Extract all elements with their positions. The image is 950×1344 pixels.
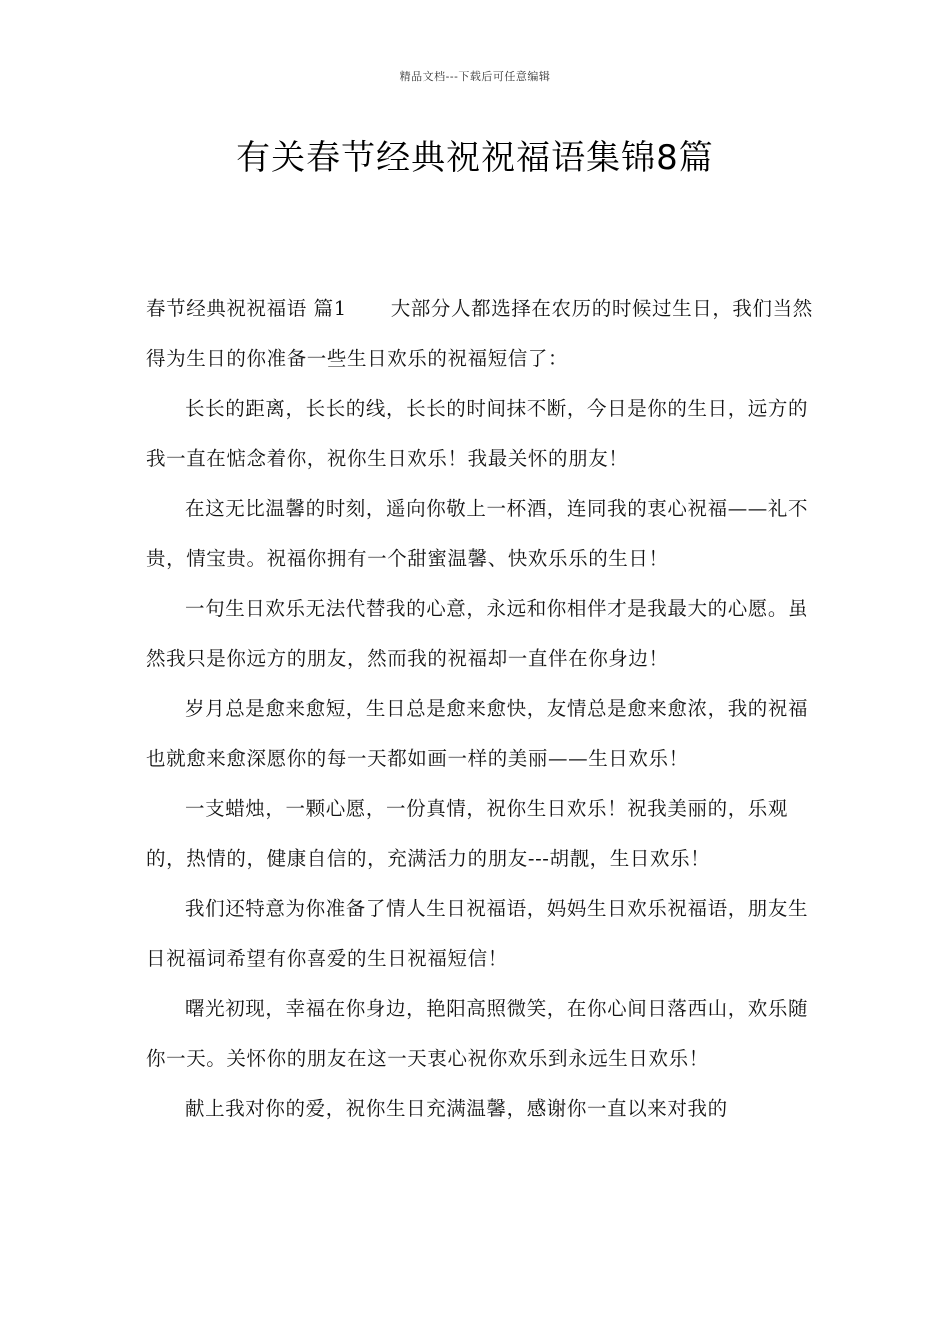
paragraph-5: 岁月总是愈来愈短，生日总是愈来愈快，友情总是愈来愈浓，我的祝福也就愈来愈深愿你的每一天都如画一样的美丽——生日欢乐！	[146, 697, 809, 770]
paragraph-7: 我们还特意为你准备了情人生日祝福语，妈妈生日欢乐祝福语，朋友生日祝福词希望有你喜爱的生日祝福短信！	[146, 897, 809, 970]
header-note: 精品文档---下载后可任意编辑	[399, 70, 551, 83]
paragraph-3: 在这无比温馨的时刻，遥向你敬上一杯酒，连同我的衷心祝福——礼不贵，情宝贵。祝福你拥有一个甜蜜温馨、快欢乐乐的生日！	[146, 497, 809, 570]
paragraph-6: 一支蜡烛，一颗心愿，一份真情，祝你生日欢乐！祝我美丽的，乐观的，热情的，健康自信的，充满活力的朋友---胡靓，生日欢乐！	[146, 797, 789, 870]
document-title: 有关春节经典祝祝福语集锦8篇	[236, 138, 714, 178]
paragraph-1-text: 大部分人都选择在农历的时候过生日，我们当然得为生日的你准备一些生日欢乐的祝福短信了：	[146, 297, 813, 370]
paragraph-8: 曙光初现，幸福在你身边，艳阳高照微笑，在你心间日落西山，欢乐随你一天。关怀你的朋友在这一天衷心祝你欢乐到永远生日欢乐！	[146, 997, 809, 1070]
paragraph-9: 献上我对你的爱，祝你生日充满温馨，感谢你一直以来对我的	[185, 1097, 728, 1120]
section-heading: 春节经典祝祝福语 篇1	[146, 297, 347, 320]
paragraph-4: 一句生日欢乐无法代替我的心意，永远和你相伴才是我最大的心愿。虽然我只是你远方的朋友，然而我的祝福却一直伴在你身边！	[146, 597, 809, 670]
document-body	[146, 284, 822, 1134]
paragraph-2: 长长的距离，长长的线，长长的时间抹不断，今日是你的生日，远方的我一直在惦念着你，祝你生日欢乐！我最关怀的朋友！	[146, 397, 809, 470]
paragraph-1	[146, 284, 822, 384]
